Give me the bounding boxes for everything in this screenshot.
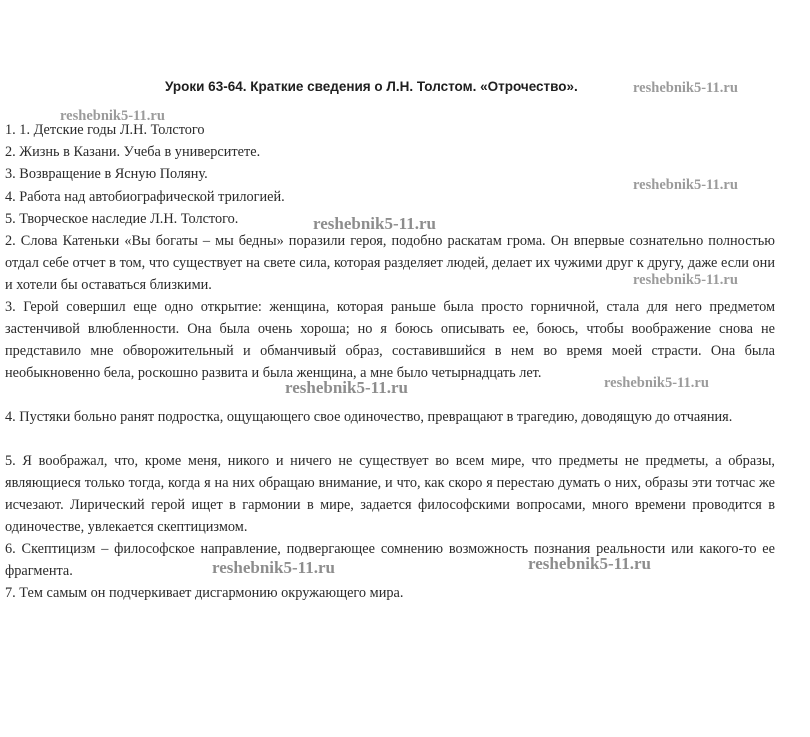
watermark: reshebnik5-11.ru — [528, 554, 651, 573]
page-title: Уроки 63-64. Краткие сведения о Л.Н. Толстом. «Отрочество». — [165, 79, 578, 94]
plan-item: 5. Творческое наследие Л.Н. Толстого. — [5, 211, 239, 227]
watermark: reshebnik5-11.ru — [633, 80, 738, 96]
answer-7: 7. Тем самым он подчеркивает дисгармонию окружающего мира. — [5, 585, 404, 601]
plan-item: 4. Работа над автобиографической трилогией. — [5, 189, 285, 205]
answer-5: 5. Я воображал, что, кроме меня, никого и ничего не существует во всем мире, что предметы не предметы, а образы, являющиеся только тогда, когда я на них обращаю внимание, и что, как скоро я перестаю думать о них, образы эти тотчас же исчезают. Лирический герой ищет в гармонии в мире, задается философскими вопросами, много времени проводится в одиночестве, увлекается скептицизмом. — [5, 453, 775, 535]
plan-item: 3. Возвращение в Ясную Поляну. — [5, 166, 208, 182]
answer-2: 2. Слова Катеньки «Вы богаты – мы бедны» поразили героя, подобно раскатам грома. Он впервые сознательно полностью отдал себе отчет в том, что существует на свете сила, которая разделяет людей, делает их чужими друг к другу, даже если они и хотели бы оставаться близкими. — [5, 233, 775, 293]
watermark: reshebnik5-11.ru — [285, 378, 408, 397]
plan-item: 1. 1. Детские годы Л.Н. Толстого — [5, 122, 205, 138]
watermark: reshebnik5-11.ru — [604, 375, 709, 391]
watermark: reshebnik5-11.ru — [633, 272, 738, 288]
answer-3: 3. Герой совершил еще одно открытие: женщина, которая раньше была просто горничной, стала для него предметом застенчивой влюбленности. Она была очень хороша; но я боюсь описывать ее, боюсь, чтобы воображение снова не представило мне обворожительный и обманчивый образ, составившийся в нем во время моей страсти. Она была необыкновенно бела, роскошно развита и была женщина, а мне было четырнадцать лет. — [5, 299, 775, 381]
watermark: reshebnik5-11.ru — [633, 177, 738, 193]
plan-item: 2. Жизнь в Казани. Учеба в университете. — [5, 144, 261, 160]
answer-6: 6. Скептицизм – философское направление, подвергающее сомнению возможность познания реальности или какого-то ее фрагмента. — [5, 541, 775, 579]
answer-4: 4. Пустяки больно ранят подростка, ощущающего свое одиночество, превращают в трагедию, доводящую до отчаяния. — [5, 409, 733, 425]
watermark: reshebnik5-11.ru — [313, 214, 436, 233]
watermark: reshebnik5-11.ru — [60, 108, 165, 124]
watermark: reshebnik5-11.ru — [212, 558, 335, 577]
